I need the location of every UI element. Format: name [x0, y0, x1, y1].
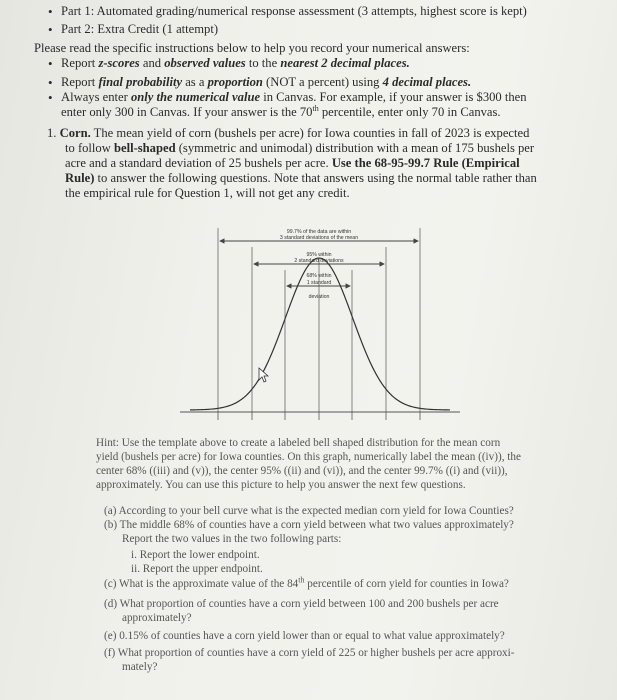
- question-title: Corn.: [59, 126, 91, 140]
- label-997-line2: 3 standard deviations of the mean: [279, 235, 359, 241]
- subquestion-e: (e) 0.15% of counties have a corn yield lower than or equal to what value approximately?: [104, 630, 505, 642]
- subquestion-b: (b) The middle 68% of counties have a corn yield between what two values approximately?: [104, 519, 514, 531]
- question1-line1: 1. Corn. The mean yield of corn (bushels per acre) for Iowa counties in fall of 2023 is expected: [47, 126, 530, 140]
- subquestion-f-cont: mately?: [122, 661, 158, 673]
- hint-line3: center 68% ((iii) and (v)), the center 95% ((ii) and (vi)), and the center 99.7% ((i) and (vii)),: [96, 465, 508, 477]
- instruction-bullet-2: • Report final probability as a proportion (NOT a percent) using 4 decimal places.: [61, 75, 471, 90]
- instructions-intro: Please read the specific instructions below to help you record your numerical answers:: [34, 41, 470, 55]
- question-number: 1.: [47, 126, 57, 140]
- subquestion-a: (a) According to your bell curve what is the expected median corn yield for Iowa Counties?: [104, 505, 514, 517]
- hint-line4: approximately. You can use this picture to help you answer the next few questions.: [96, 479, 466, 491]
- instruction-bullet-3-cont: enter only 300 in Canvas. If your answer is the 70th percentile, enter only 70 in Canvas.: [61, 103, 501, 119]
- subquestion-b-i: i. Report the lower endpoint.: [131, 549, 260, 561]
- subquestion-b-ii: ii. Report the upper endpoint.: [131, 563, 263, 575]
- question1-line2: to follow bell-shaped (symmetric and unimodal) distribution with a mean of 175 bushels per: [65, 141, 535, 155]
- subquestion-d: (d) What proportion of counties have a corn yield between 100 and 200 bushels per acre: [104, 598, 499, 610]
- question1-line5: the empirical rule for Question 1, will not get any credit.: [65, 186, 350, 200]
- instruction-bullet-1: • Report z-scores and observed values to the nearest 2 decimal places.: [61, 56, 410, 71]
- subquestion-d-cont: approximately?: [122, 612, 192, 624]
- subquestion-c: (c) What is the approximate value of the 84th percentile of corn yield for counties in Iowa?: [104, 575, 509, 590]
- instruction-bullet-3: • Always enter only the numerical value in Canvas. For example, if your answer is $300 then: [61, 90, 527, 105]
- hint-line2: yield (bushels per acre) for Iowa counties. On this graph, numerically label the mean ((iv)), the: [96, 451, 521, 463]
- label-997-line1: 99.7% of the data are within: [286, 229, 352, 235]
- label-68-line1: 68% within: [306, 273, 332, 279]
- label-95-line2: 2 standard deviations: [294, 258, 344, 264]
- part2-text: Part 2: Extra Credit (1 attempt): [61, 22, 219, 36]
- hint-line1: Hint: Use the template above to create a labeled bell shaped distribution for the mean corn: [96, 437, 501, 449]
- label-68-line3: deviation: [308, 294, 330, 300]
- x-axis-ticks: [218, 412, 420, 420]
- question1-line4: Rule) to answer the following questions. Note that answers using the normal table rather than: [65, 171, 537, 185]
- label-68-line2: 1 standard: [306, 280, 332, 286]
- part1-text: Part 1: Automated grading/numerical response assessment (3 attempts, highest score is kept): [61, 4, 527, 18]
- subquestion-f: (f) What proportion of counties have a corn yield of 225 or higher bushels per acre approxi-: [104, 647, 515, 659]
- subquestion-b-cont: Report the two values in the two following parts:: [122, 533, 342, 545]
- label-95-line1: 95% within: [306, 252, 332, 258]
- question1-line3: acre and a standard deviation of 25 bushels per acre. Use the 68-95-99.7 Rule (Empirical: [65, 156, 520, 170]
